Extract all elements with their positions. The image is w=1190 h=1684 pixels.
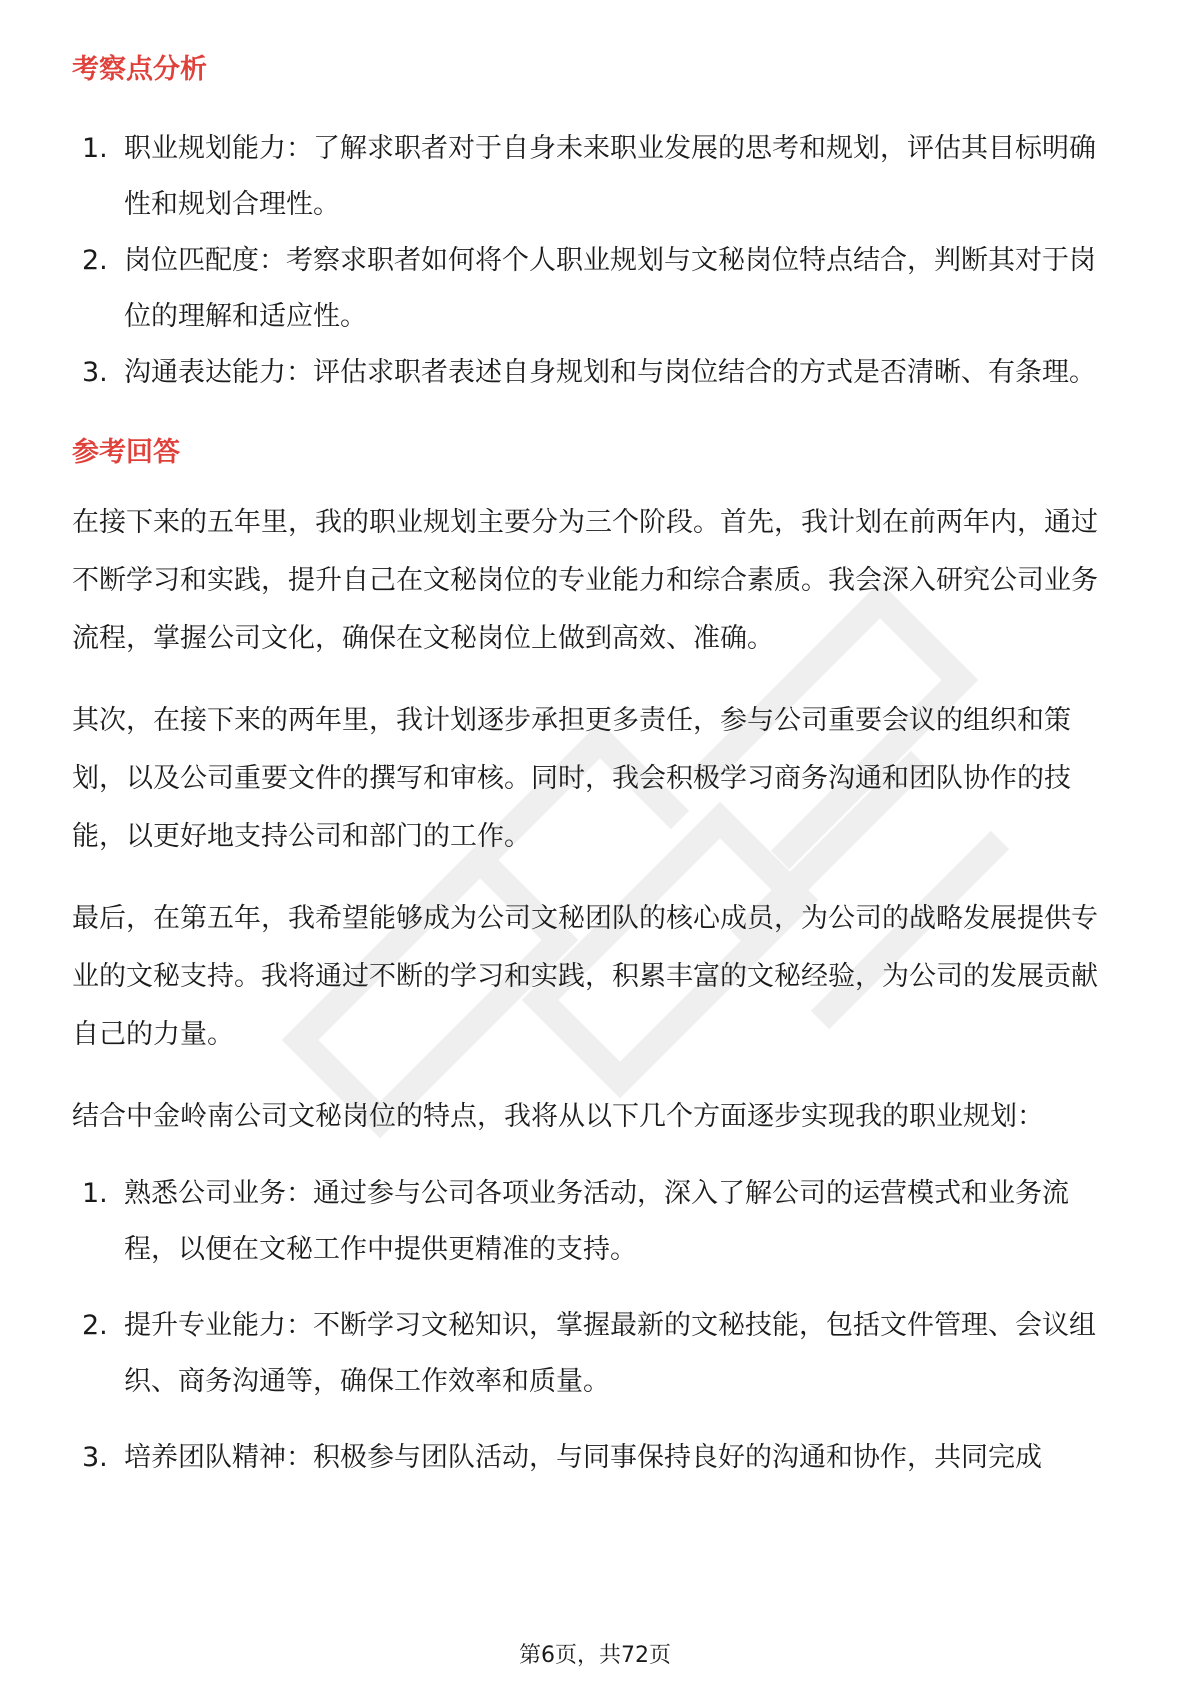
list-item-number: 1. <box>82 133 108 164</box>
analysis-list <box>72 121 1118 401</box>
plan-list <box>72 1166 1118 1486</box>
list-item <box>72 1430 1118 1486</box>
answer-paragraph: 最后，在第五年，我希望能够成为公司文秘团队的核心成员，为公司的战略发展提供专业的文秘支持。我将通过不断的学习和实践，积累丰富的文秘经验，为公司的发展贡献自己的力量。 <box>72 903 1098 1050</box>
list-item-text: 提升专业能力：不断学习文秘知识，掌握最新的文秘技能，包括文件管理、会议组织、商务沟通等，确保工作效率和质量。 <box>124 1310 1096 1397</box>
list-item <box>72 1298 1118 1410</box>
list-item-number: 2. <box>82 1310 108 1341</box>
document-page <box>72 40 1118 1486</box>
answer-paragraph: 在接下来的五年里，我的职业规划主要分为三个阶段。首先，我计划在前两年内，通过不断学习和实践，提升自己在文秘岗位的专业能力和综合素质。我会深入研究公司业务流程，掌握公司文化，确保在文秘岗位上做到高效、准确。 <box>72 507 1098 654</box>
list-item <box>72 1166 1118 1278</box>
list-item-text: 熟悉公司业务：通过参与公司各项业务活动，深入了解公司的运营模式和业务流程，以便在文秘工作中提供更精准的支持。 <box>124 1178 1069 1265</box>
list-item-text: 培养团队精神：积极参与团队活动，与同事保持良好的沟通和协作，共同完成 <box>124 1442 1042 1473</box>
list-item-number: 2. <box>82 245 108 276</box>
answer-paragraph: 其次，在接下来的两年里，我计划逐步承担更多责任，参与公司重要会议的组织和策划，以及公司重要文件的撰写和审核。同时，我会积极学习商务沟通和团队协作的技能，以更好地支持公司和部门的工作。 <box>72 705 1071 852</box>
list-item-number: 1. <box>82 1178 108 1209</box>
list-item-text: 职业规划能力：了解求职者对于自身未来职业发展的思考和规划，评估其目标明确性和规划合理性。 <box>124 133 1096 220</box>
answer-heading: 参考回答 <box>72 437 180 468</box>
analysis-heading: 考察点分析 <box>72 54 207 85</box>
list-item-number: 3. <box>82 1442 108 1473</box>
list-item-text: 沟通表达能力：评估求职者表述自身规划和与岗位结合的方式是否清晰、有条理。 <box>124 357 1096 388</box>
list-item-text: 岗位匹配度：考察求职者如何将个人职业规划与文秘岗位特点结合，判断其对于岗位的理解和适应性。 <box>124 245 1096 332</box>
page-number: 第6页，共72页 <box>519 1643 671 1668</box>
list-item <box>72 345 1118 401</box>
list-item <box>72 233 1118 345</box>
answer-paragraph: 结合中金岭南公司文秘岗位的特点，我将从以下几个方面逐步实现我的职业规划： <box>72 1101 1044 1132</box>
list-item-number: 3. <box>82 357 108 388</box>
list-item <box>72 121 1118 233</box>
